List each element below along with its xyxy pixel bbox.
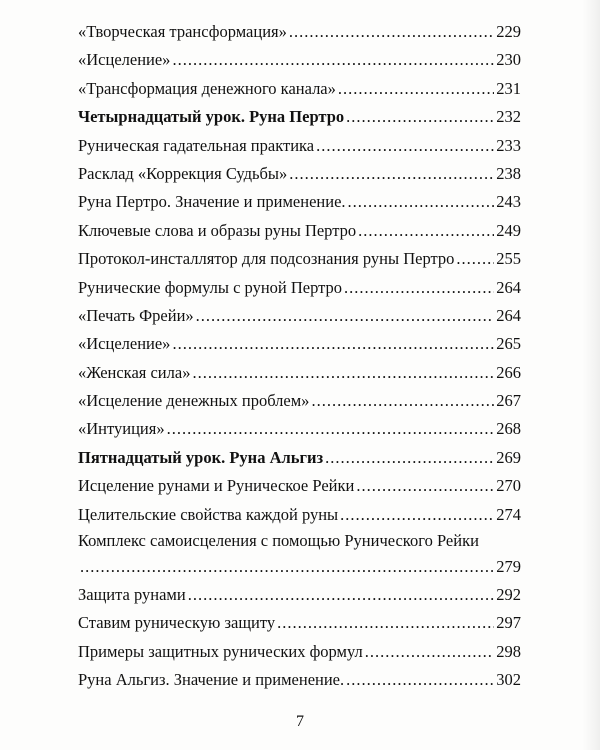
table-of-contents: [78, 18, 521, 695]
toc-entry-title: Примеры защитных рунических формул: [78, 641, 363, 661]
toc-entry-page: 264: [496, 305, 521, 325]
toc-entry-page: 231: [496, 78, 521, 98]
toc-entry-page: 298: [496, 641, 521, 661]
toc-entry-title: Четырнадцатый урок. Руна Пертро: [78, 107, 345, 127]
dot-leader: [340, 501, 494, 529]
toc-entry-title: Ставим руническую защиту: [78, 613, 276, 633]
dot-leader: [289, 160, 494, 188]
toc-entry[interactable]: [78, 274, 521, 302]
toc-entry-page: 229: [496, 22, 521, 41]
toc-entry-title: «Исцеление»: [78, 50, 171, 70]
toc-entry-title: «Исцеление»: [78, 334, 171, 354]
dot-leader: [188, 581, 495, 609]
toc-entry-title: Рунические формулы с руной Пертро: [78, 277, 343, 297]
toc-entry-page: 249: [496, 220, 521, 240]
dot-leader: [344, 274, 494, 302]
toc-entry-page: 302: [496, 670, 521, 690]
toc-entry-page: 274: [496, 504, 521, 524]
dot-leader: [365, 638, 494, 666]
toc-entry-page: 292: [496, 585, 521, 605]
dot-leader: [289, 18, 494, 46]
toc-entry-title: Протокол-инсталлятор для подсознания руны Пертро: [78, 249, 455, 269]
toc-entry-title: «Исцеление денежных проблем»: [78, 391, 310, 411]
toc-chapter-heading[interactable]: [78, 444, 521, 472]
dot-leader: [358, 217, 494, 245]
toc-entry-page: 270: [496, 476, 521, 496]
toc-entry-page: 243: [496, 192, 521, 212]
toc-entry-title: Руническая гадательная практика: [78, 135, 315, 155]
toc-entry[interactable]: [78, 188, 521, 216]
toc-entry-title: «Интуиция»: [78, 419, 165, 439]
toc-entry-page: 265: [496, 334, 521, 354]
toc-entry-title: Руна Альгиз. Значение и применение.: [78, 670, 345, 690]
toc-entry-page: 297: [496, 613, 521, 633]
toc-entry-title: Пятнадцатый урок. Руна Альгиз: [78, 447, 324, 467]
toc-entry[interactable]: [78, 415, 521, 443]
toc-entry-page: 267: [496, 391, 521, 411]
toc-entry-page: 233: [496, 135, 521, 155]
toc-entry-page: 279: [496, 557, 521, 577]
toc-entry[interactable]: [78, 75, 521, 103]
dot-leader: [277, 609, 494, 637]
toc-entry-title: Защита рунами: [78, 585, 186, 605]
page-number: 7: [296, 713, 304, 730]
toc-entry-page: 255: [496, 249, 521, 269]
toc-entry-title: «Печать Фрейи»: [78, 305, 194, 325]
dot-leader: [325, 444, 494, 472]
dot-leader: [348, 188, 495, 216]
toc-entry-title: Ключевые слова и образы руны Пертро: [78, 220, 357, 240]
dot-leader: [346, 666, 494, 694]
toc-entry[interactable]: [78, 581, 521, 609]
toc-entry[interactable]: [78, 529, 521, 581]
toc-entry-page: 232: [496, 107, 521, 127]
toc-entry-title: «Творческая трансформация»: [78, 22, 287, 41]
toc-entry[interactable]: [78, 160, 521, 188]
toc-entry-title: «Женская сила»: [78, 362, 191, 382]
dot-leader: [456, 245, 494, 273]
dot-leader: [192, 359, 494, 387]
toc-entry[interactable]: [78, 18, 521, 46]
toc-entry[interactable]: [78, 609, 521, 637]
toc-entry[interactable]: [78, 217, 521, 245]
dot-leader: [338, 75, 494, 103]
toc-chapter-heading[interactable]: [78, 103, 521, 131]
toc-entry[interactable]: [78, 302, 521, 330]
toc-entry-title: Исцеление рунами и Руническое Рейки: [78, 476, 355, 496]
toc-entry[interactable]: [78, 638, 521, 666]
toc-entry[interactable]: [78, 359, 521, 387]
toc-entry-page: 264: [496, 277, 521, 297]
toc-entry[interactable]: [78, 245, 521, 273]
dot-leader: [346, 103, 494, 131]
toc-entry-page: 266: [496, 362, 521, 382]
toc-entry[interactable]: [78, 46, 521, 74]
toc-entry-title: Целительские свойства каждой руны: [78, 504, 339, 524]
toc-entry-page: 238: [496, 163, 521, 183]
dot-leader: [356, 472, 494, 500]
toc-entry-page: 268: [496, 419, 521, 439]
page-edge-shadow: [582, 0, 600, 750]
dot-leader: [172, 330, 494, 358]
toc-entry[interactable]: [78, 330, 521, 358]
dot-leader: [316, 132, 494, 160]
toc-entry-page: 230: [496, 50, 521, 70]
dot-leader: [80, 553, 494, 581]
toc-entry-title: Расклад «Коррекция Судьбы»: [78, 163, 288, 183]
toc-entry[interactable]: [78, 387, 521, 415]
toc-entry-page: 269: [496, 447, 521, 467]
dot-leader: [172, 46, 494, 74]
dot-leader: [196, 302, 495, 330]
dot-leader: [311, 387, 494, 415]
toc-entry-title: Руна Пертро. Значение и применение.: [78, 192, 346, 212]
toc-entry[interactable]: [78, 472, 521, 500]
toc-entry[interactable]: [78, 132, 521, 160]
toc-entry[interactable]: [78, 501, 521, 529]
toc-entry[interactable]: [78, 666, 521, 694]
toc-entry-title: Комплекс самоисцеления с помощью Рунического Рейки: [78, 531, 479, 551]
toc-entry-title: «Трансформация денежного канала»: [78, 78, 336, 98]
dot-leader: [167, 415, 495, 443]
